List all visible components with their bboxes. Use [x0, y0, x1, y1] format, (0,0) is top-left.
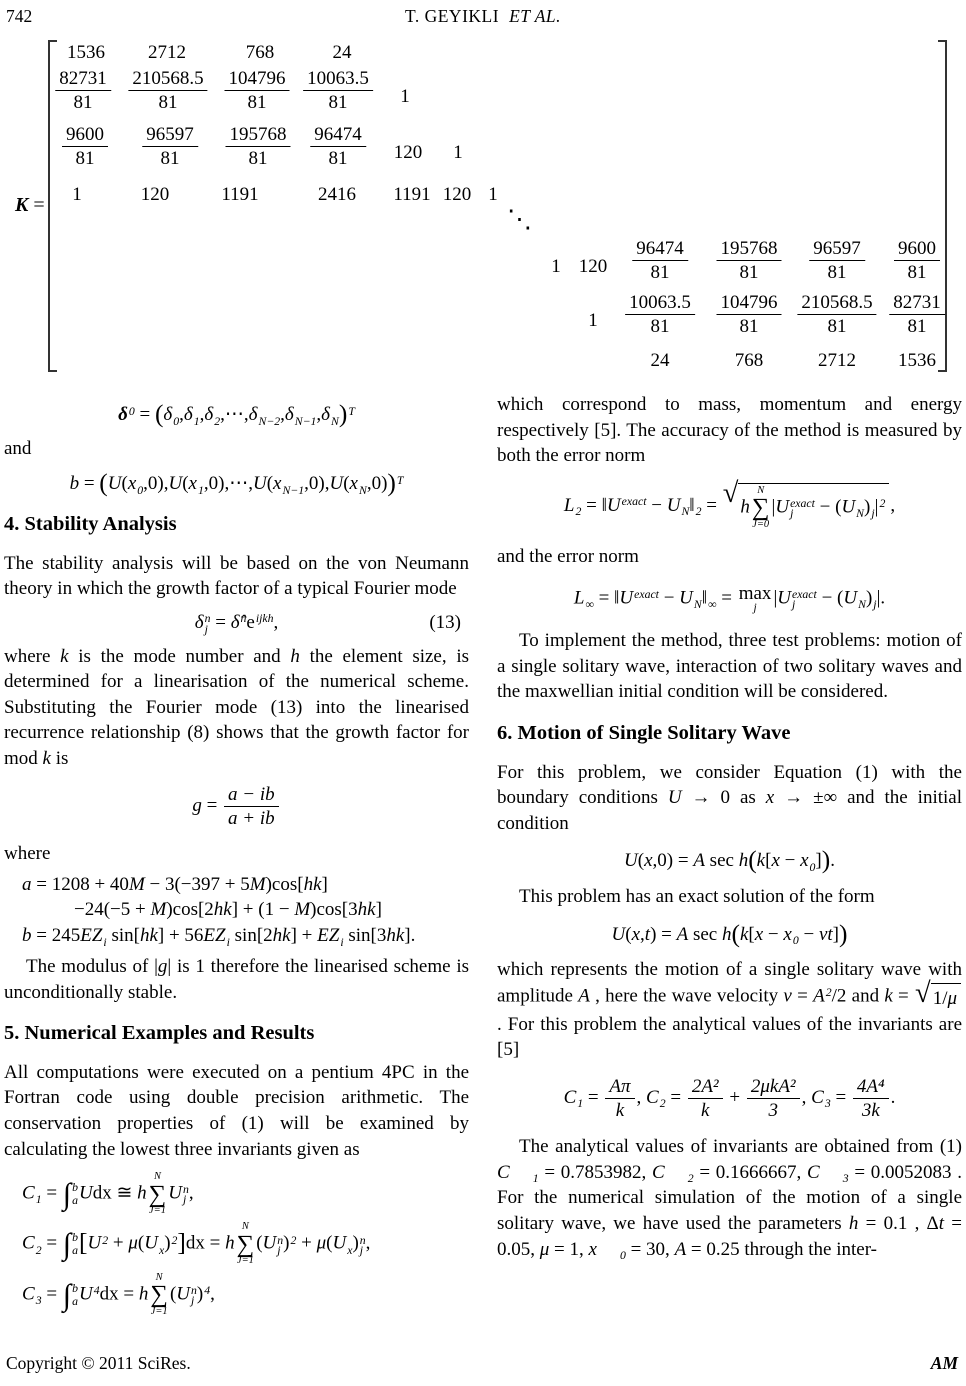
denominator: 81 [739, 316, 759, 338]
matrix-K-display [0, 36, 966, 388]
numerator: 82731 [889, 292, 945, 315]
matrix-cell: 2712 [148, 42, 186, 63]
denominator: 81 [75, 148, 95, 170]
denominator: 81 [328, 92, 348, 114]
matrix-fraction [310, 124, 366, 170]
equation-growth-factor: g = $\frac{a - ib}{a + ib}$ [4, 784, 469, 830]
equation-row-13 [4, 611, 469, 635]
matrix-fraction [128, 68, 207, 114]
numerator: 104796 [717, 292, 782, 315]
paragraph-mode-number: where k is the mode number and h the element size, is determined for a linearisation of the numerical scheme. Substituting the Fourier mode (13) into the linearised recurrence relationship (8) shows that the growth factor for mod k is [4, 645, 469, 769]
denominator: 81 [650, 316, 670, 338]
section-heading-numerical: 5. Numerical Examples and Results [4, 1022, 315, 1045]
section-heading-solitary-wave: 6. Motion of Single Solitary Wave [497, 721, 791, 744]
page-number: 742 [6, 6, 33, 26]
paragraph-correspond: which correspond to mass, momentum and energy respectively [5]. The accuracy of the method is measured by both the error norm [497, 394, 962, 467]
equation-exact-solution: U(x,t) = A sec h(k[x − x 0 − vt]) [611, 918, 848, 948]
matrix-symbol: K [15, 194, 29, 216]
paragraph-modulus: The modulus of |g| is 1 therefore the linearised scheme is unconditionally stable. [4, 955, 470, 1003]
two-column-body [4, 392, 962, 1323]
matrix-cell: 120 [393, 142, 423, 163]
matrix-cell: 24 [650, 350, 670, 371]
denominator: 81 [907, 262, 927, 284]
equation-a-continued: −24(−5 + M)cos[2hk] + (1 − M)cos[3hk] [74, 899, 382, 921]
denominator: 81 [907, 316, 927, 338]
running-title-authors: T. GEYIKLI [404, 6, 500, 26]
matrix-cell: 1 [551, 256, 561, 277]
denominator: 81 [248, 148, 268, 170]
equation-analytical-invariants: C 1 = $\frac{A\pi}{k}$ , C 2 = $\frac{\text{2A²}}{k}$ + $\frac{\text{2μkA²}}{3}$ , C 3 = $\frac{\text{4A⁴}}{3k}$ . [563, 1075, 896, 1122]
numerator: 10063.5 [625, 292, 695, 315]
denominator: 81 [827, 262, 847, 284]
numerator: 9600 [894, 238, 940, 261]
equation-Linf-norm: L ∞ = ‖U exact − U N ‖ ∞ = max j |U exact j − (U N ) j |. [573, 582, 886, 614]
equation-b-imaginary: b = 245EZ i sin[hk] + 56EZ i sin[2hk] + EZ i sin[3hk]. [22, 925, 416, 949]
matrix-cell: 120 [442, 184, 472, 205]
page-footer [6, 1353, 958, 1374]
left-column [4, 392, 469, 1323]
denominator: 81 [160, 148, 180, 170]
matrix-fraction [632, 238, 688, 284]
denominator: 81 [650, 262, 670, 284]
matrix-cell: 24 [332, 42, 352, 63]
equation-invariant-C2: C 2 = ∫ b a [U 2 + μ(U x ) 2 ]dx = h N ∑ J=1 (U n j ) 2 + μ(U x ) n j , [22, 1221, 371, 1267]
numerator: 195768 [226, 124, 291, 147]
paragraph-stability: The stability analysis will be based on the von Neumann theory in which the growth factor of a typical Fourier mode [4, 552, 469, 600]
numerator: 96474 [310, 124, 366, 147]
denominator: 81 [73, 92, 93, 114]
connector-and: and [4, 437, 32, 459]
matrix-fraction [226, 124, 291, 170]
numerator: 9600 [62, 124, 108, 147]
equation-initial-condition: U(x,0) = A sec h(k[x − x 0 ]). [624, 845, 835, 875]
section-heading-stability: 4. Stability Analysis [4, 513, 177, 536]
paragraph-forthis: For this problem, we consider Equation (1) with the boundary conditions U → 0 as x → ±∞ and the initial condition [497, 761, 962, 834]
matrix-fraction [894, 238, 940, 284]
matrix-fraction [625, 292, 695, 338]
label-where: where [4, 843, 51, 865]
matrix-cell: 768 [245, 42, 275, 63]
matrix-cell: 1536 [67, 42, 105, 63]
matrix-fraction [717, 292, 782, 338]
matrix-cell: 768 [734, 350, 764, 371]
paragraph-implement: To implement the method, three test problems: motion of a single solitary wave, interaction of two solitary waves and the maxwellian initial condition will be considered. [497, 630, 962, 703]
matrix-fraction [889, 292, 945, 338]
diagonal-dots: ⋱ [507, 206, 534, 233]
copyright-notice: Copyright © 2011 SciRes. [6, 1353, 191, 1373]
matrix-label [15, 194, 45, 217]
running-title [0, 6, 966, 27]
matrix-cell: 1536 [898, 350, 936, 371]
matrix-fraction [303, 68, 373, 114]
numerator: 195768 [717, 238, 782, 261]
matrix-cell: 120 [140, 184, 170, 205]
numerator: 82731 [55, 68, 111, 91]
equation-L2-norm: L 2 = ‖U exact − U N ‖ 2 = √ h N ∑ J=0 |U exact j − (U N ) j | 2 , [563, 477, 896, 530]
matrix-equals: = [33, 194, 45, 216]
numerator: 96474 [632, 238, 688, 261]
numerator: 104796 [225, 68, 290, 91]
equation-fourier-mode: δ n j = δ̂ n e ijkh , [194, 611, 279, 636]
matrix-cell: 1 [72, 184, 82, 205]
paragraph-error-norm: and the error norm [497, 546, 639, 568]
matrix-fraction [142, 124, 198, 170]
matrix-fraction [717, 238, 782, 284]
equation-a: a = 1208 + 40M − 3(−397 + 5M)cos[hk] [22, 873, 328, 895]
paragraph-analytical-values: The analytical values of invariants are obtained from (1) C 1 = 0.7853982, C 2 = 0.1666667, C 3 = 0.0052083 . For the numerical simulation of the motion of a single solitary wave, we have used the parameters h = 0.1 , Δt = 0.05, μ = 1, x 0 = 30, A = 0.25 through the inter- [497, 1136, 963, 1263]
numerator: 96597 [809, 238, 865, 261]
paragraph-computations: All computations were executed on a pentium 4PC in the Fortran code using double precision arithmetic. The conservation properties of (1) will be examined by calculating the lowest three invariants given as [4, 1061, 469, 1160]
denominator: 81 [247, 92, 267, 114]
denominator: 81 [328, 148, 348, 170]
matrix-fraction [62, 124, 108, 170]
right-column [497, 392, 962, 1323]
matrix-cell: 120 [578, 256, 608, 277]
denominator: 81 [827, 316, 847, 338]
paragraph-represents: which represents the motion of a single solitary wave with amplitude A , here the wave velocity v = A 2 /2 and k = √ 1/μ . For this problem the analytical values of the invariants are [5] [497, 959, 962, 1061]
matrix-cell: 1 [588, 310, 598, 331]
page-header [0, 6, 966, 32]
matrix-cell: 1 [453, 142, 463, 163]
numerator: 210568.5 [797, 292, 876, 315]
paragraph-exact-solution: This problem has an exact solution of the form [519, 886, 875, 908]
matrix-fraction [797, 292, 876, 338]
equation-invariant-C1: C 1 = ∫ b a Udx ≅ h N ∑ J=1 U n j , [22, 1171, 194, 1217]
matrix-fraction [809, 238, 865, 284]
equation-number-13: (13) [429, 611, 461, 633]
matrix-cell: 1 [400, 86, 410, 107]
numerator: 210568.5 [128, 68, 207, 91]
matrix-cell: 2712 [818, 350, 856, 371]
matrix-fraction [225, 68, 290, 114]
equation-b-vector: b = (U(x 0 ,0),U(x 1 ,0),⋯,U(x N−1 ,0),U(x N ,0)) T [69, 468, 404, 498]
matrix-cell: 2416 [318, 184, 356, 205]
equation-delta-vector: δ 0 = (δ 0 ,δ 1 ,δ 2 ,⋯,δ N−2 ,δ N−1 ,δ N ) T [118, 399, 355, 428]
equation-invariant-C3: C 3 = ∫ b a U 4 dx = h N ∑ J=1 (U n j ) 4 , [22, 1271, 215, 1317]
matrix-cell: 1191 [393, 184, 431, 205]
running-title-etal: ET AL. [509, 6, 562, 26]
denominator: 81 [739, 262, 759, 284]
matrix-fraction [55, 68, 111, 114]
journal-abbreviation: AM [930, 1353, 958, 1373]
matrix-body [55, 40, 945, 380]
numerator: 10063.5 [303, 68, 373, 91]
matrix-cell: 1191 [221, 184, 259, 205]
matrix-cell: 1 [488, 184, 498, 205]
numerator: 96597 [142, 124, 198, 147]
denominator: 81 [158, 92, 178, 114]
